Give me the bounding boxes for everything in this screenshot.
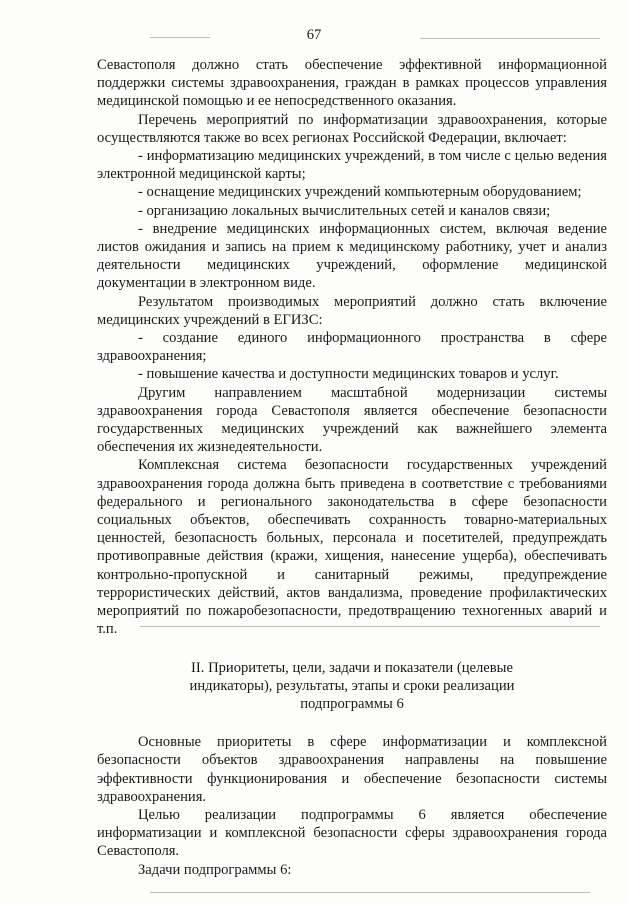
scan-noise — [150, 892, 590, 893]
paragraph: Результатом производимых мероприятий должно стать включение медицинских учреждений в ЕГИЗС: — [97, 293, 607, 328]
paragraph: Основные приоритеты в сфере информатизации и комплексной безопасности объектов здравоохранения направлены на повышение эффективности функционирования и обеспечение безопасности системы здравоохранения. — [97, 734, 607, 805]
list-item: - внедрение медицинских информационных систем, включая ведение листов ожидания и запись на прием к медицинскому работнику, учет и анализ деятельности медицинских учреждений, оформление медицинской документации в электронном виде. — [97, 220, 607, 292]
document-body — [97, 56, 607, 879]
list-item: - информатизацию медицинских учреждений, в том числе с целью ведения электронной медицинской карты; — [97, 148, 607, 183]
paragraph: Комплексная система безопасности государственных учреждений здравоохранения города должна быть приведена в соответствие с требованиями федерального и регионального законодательства в сфере безопасности социальных объектов, обеспечивать сохранность товарно-материальных ценностей, безопасность больных, персонала и посетителей, предупреждать противоправные действия (кражи, хищения, нанесение ущерба), обеспечивать контрольно-пропускной и санитарный режимы, предупреждение террористических действий, актов вандализма, проведение профилактических мероприятий по пожаробезопасности, предотвращению техногенных аварий и т.п. — [97, 457, 607, 638]
scan-noise — [420, 38, 600, 39]
list-item: - оснащение медицинских учреждений компьютерным оборудованием; — [138, 184, 582, 201]
paragraph: Другим направлением масштабной модернизации системы здравоохранения города Севастополя является обеспечение безопасности государственных медицинских учреждений как важнейшего элемента обеспечения их жизнедеятельности. — [97, 384, 607, 456]
paragraph: Перечень мероприятий по информатизации здравоохранения, которые осуществляются также во всех регионах Российской Федерации, включает: — [97, 111, 607, 146]
list-item: - создание единого информационного пространства в сфере здравоохранения; — [97, 330, 607, 365]
paragraph: Задачи подпрограммы 6: — [138, 861, 292, 878]
section-heading-line: II. Приоритеты, цели, задачи и показатели (целевые — [191, 659, 513, 676]
list-item: - организацию локальных вычислительных сетей и каналов связи; — [138, 202, 551, 219]
section-heading-line: индикаторы), результаты, этапы и сроки реализации — [189, 677, 515, 694]
page-number: 67 — [306, 27, 322, 43]
paragraph: Севастополя должно стать обеспечение эффективной информационной поддержки системы здравоохранения, граждан в рамках процессов управления медицинской помощью и ее непосредственного оказания. — [97, 57, 607, 110]
section-heading — [97, 659, 607, 714]
paragraph: Целью реализации подпрограммы 6 является обеспечение информатизации и комплексной безопасности сферы здравоохранения города Севастополя. — [97, 806, 607, 860]
scan-noise — [150, 37, 210, 38]
section-heading-line: подпрограммы 6 — [300, 695, 404, 712]
list-item: - повышение качества и доступности медицинских товаров и услуг. — [138, 366, 559, 383]
